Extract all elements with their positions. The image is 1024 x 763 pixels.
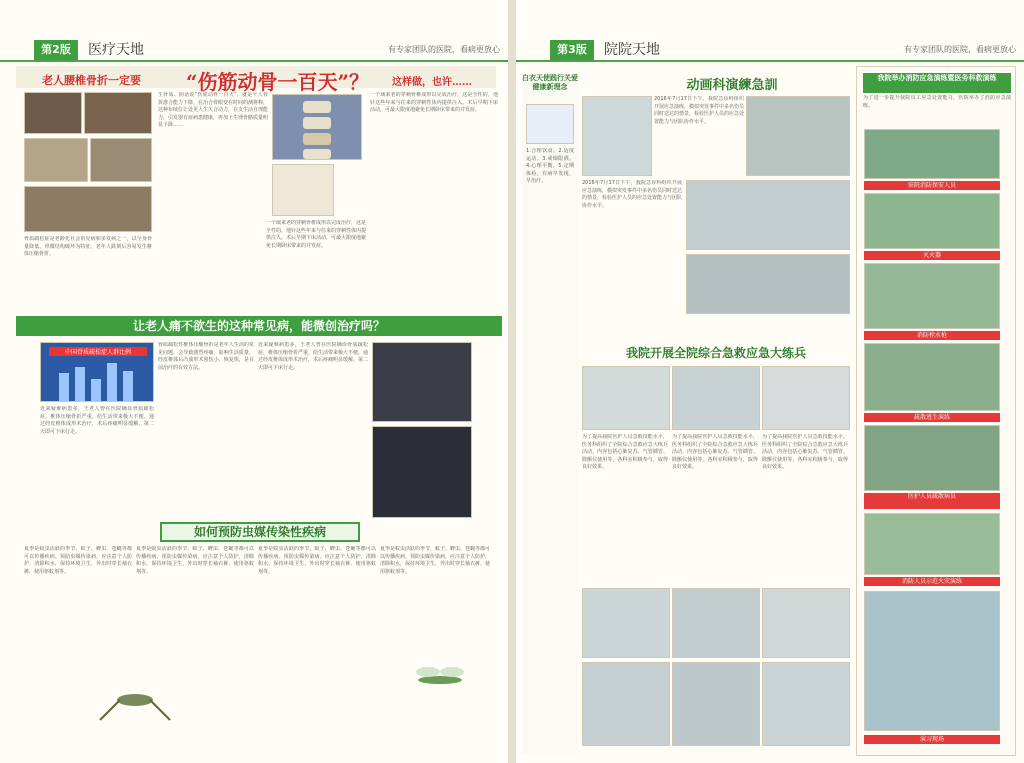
spine-diagram (272, 164, 334, 216)
feature-text-left: 骨质疏松症是老龄化社会常见病和多发病之一，以全身骨量降低、骨微结构破坏为特征，老年人跌倒后容易发生椎体压缩骨折。 (24, 236, 152, 258)
rescue-photo-9 (762, 662, 850, 746)
fire-photo-4 (864, 343, 1000, 411)
feature-title-suffix: 这样做，也许…… (392, 77, 472, 88)
rescue-title: 我院开展全院综合急救应急大练兵 (625, 346, 806, 360)
left-header (0, 38, 508, 62)
rescue-photo-1 (582, 366, 670, 430)
band-title: 让老人痛不欲生的这种常见病，能微创治疗吗？ (16, 316, 502, 336)
ct-image (372, 426, 472, 518)
drill-photo-2 (746, 96, 850, 176)
article2-text-right: 近来疑难病患多，王老人曾在医院确诊骨质疏松症，椎体压缩骨折严重，给生活带来极大不便。通过经皮椎体成形术治疗，术后疼痛明显缓解，第二天即可下床行走。 (258, 342, 368, 371)
insect-text-col4: 夏季是蚊虫活跃的季节，蚊子、蜱虫、苍蝇等都可以传播疾病。预防虫媒传染病，应注意个人防护，清除积水，保持环境卫生，外出时穿长袖衣裤、使用驱蚊剂等。 (380, 546, 490, 575)
spine-icon (273, 95, 362, 160)
fire-intro: 为了进一步提升我院员工应急处置能力，医院举办了消防应急演练。 (863, 95, 1011, 109)
fire-caption-1: 驻院消防保安人员 (864, 181, 1000, 190)
rescue-title-bar (582, 344, 850, 362)
insect-text-col2: 夏季是蚊虫活跃的季节，蚊子、蜱虫、苍蝇等都可以传播疾病。预防虫媒传染病，应注意个人防护，清除积水，保持环境卫生，外出时穿长袖衣裤、使用驱蚊剂等。 (136, 546, 254, 575)
mosquito-icon (90, 670, 180, 730)
fire-caption-5: 医护人员疏散病员 (864, 493, 1000, 509)
right-page (516, 0, 1024, 763)
fire-caption-7: 演习现场 (864, 735, 1000, 744)
chart-image-label: 中国骨质疏松症人群比例 (49, 347, 147, 356)
rescue-photo-8 (672, 662, 760, 746)
rescue-text-3: 为了提高我院医护人员急救技能水平，医务科组织了全院综合急救应急大练兵活动，内容包括心肺复苏、气管插管、除颤仪使用等，各科室积极参与，取得良好效果。 (762, 434, 848, 471)
drill-photo-4 (686, 254, 850, 314)
fire-photo-1 (864, 129, 1000, 179)
insect-text-col3: 夏季是蚊虫活跃的季节，蚊子、蜱虫、苍蝇等都可以传播疾病。预防虫媒传染病，应注意个人防护，清除积水，保持环境卫生，外出时穿长袖衣裤、使用驱蚊剂等。 (258, 546, 376, 575)
fire-photo-6 (864, 513, 1000, 575)
section-title: 医疗天地 (88, 42, 144, 58)
photo-procedure-2 (90, 138, 152, 182)
insect-title: 如何预防虫媒传染性疾病 (193, 525, 326, 539)
fire-title: 我院举办消防应急演练暨医务科救演练 (863, 73, 1011, 93)
fire-photo-2 (864, 193, 1000, 249)
xray-image (372, 342, 472, 422)
page-gutter (508, 0, 516, 763)
left-page (0, 0, 508, 763)
photo-xray-2 (84, 92, 152, 134)
rescue-text-1: 为了提高我院医护人员急救技能水平，医务科组织了全院综合急救应急大练兵活动，内容包括心肺复苏、气管插管、除颤仪使用等，各科室积极参与，取得良好效果。 (582, 434, 668, 471)
photo-procedure-3 (24, 186, 152, 232)
feature-text-center: 一个域来老的穿刺骨椎成形以完成治疗，这是全性的，他针这些年来与住来的穿刺性体内提供注入。术后早期下床活动，可最大限度地避免长期卧床带来的并发症。 (266, 220, 366, 249)
fire-caption-6: 消防人员示范火灾演练 (864, 577, 1000, 586)
sidebar-illustration (526, 104, 574, 144)
sidebar (522, 74, 578, 754)
rescue-text-2: 为了提高我院医护人员急救技能水平，医务科组织了全院综合急救应急大练兵活动，内容包括心肺复苏、气管插管、除颤仪使用等，各科室积极参与，取得良好效果。 (672, 434, 758, 471)
fire-photo-5 (864, 425, 1000, 491)
feature-text-right: 一个域来老的穿刺骨椎成形以完成治疗，这是全性的，他针这些年来与住来的穿刺性体内提供注入。术后早期下床活动，可最大限度地避免长期卧床带来的并发症。 (370, 92, 498, 114)
feature-title-prefix: 老人腰椎骨折一定要 (42, 74, 141, 87)
page-number-tag: 第2版 (34, 40, 78, 60)
rescue-photo-5 (672, 588, 760, 658)
page-number-tag: 第3版 (550, 40, 594, 60)
fire-drill-column (856, 66, 1016, 756)
bar-chart-icon (41, 351, 153, 402)
rescue-photo-2 (672, 366, 760, 430)
fire-caption-4: 疏散逃生演练 (864, 413, 1000, 422)
sidebar-text: 1.合理饮食。2.适度运动。3.戒烟限酒。4.心理平衡。5.定期体检，有病早发现、早治疗。 (526, 148, 574, 185)
fire-caption-2: 灭火器 (864, 251, 1000, 260)
header-slogan: 有专家团队的医院，看病更放心 (388, 45, 500, 54)
spine-illustration (272, 94, 362, 160)
photo-xray-1 (24, 92, 82, 134)
rescue-photo-3 (762, 366, 850, 430)
rescue-photo-4 (582, 588, 670, 658)
drill-title-bar (602, 74, 862, 92)
drill-text-1: 2016年7月17日下午，我院急诊科组织开展应急演练，模拟突发事件中多名伤员同时送达的情景，检验医护人员的应急处置能力与团队协作水平。 (654, 96, 744, 125)
dragonfly-icon (400, 650, 480, 710)
photo-procedure-1 (24, 138, 88, 182)
rescue-photo-7 (582, 662, 670, 746)
section-title: 院院天地 (604, 42, 660, 58)
article2-text-left: 近来疑难病患多，王老人曾在医院确诊骨质疏松症，椎体压缩骨折严重，给生活带来极大不便。通过经皮椎体成形术治疗，术后疼痛明显缓解，第二天即可下床行走。 (40, 406, 154, 435)
drill-title: 动画科演練急訓 (686, 78, 778, 93)
fire-photo-7 (864, 591, 1000, 731)
right-header (516, 38, 1024, 62)
fire-caption-3: 消防栓水枪 (864, 331, 1000, 340)
feature-text-middle: 生骨质、阴话说“伤筋动骨一百天”，就是平人骨折愈合能力下降，在治合骨眼变在时间的测将称，这种布续位让处更人生失合动力，在支生活自理能力，引发器有症病患健康，再加上生理骨骼质量明显下降…… (158, 92, 268, 129)
fire-photo-3 (864, 263, 1000, 329)
feature-title-main: “伤筋动骨一百天”？ (186, 70, 370, 94)
rescue-photo-6 (762, 588, 850, 658)
header-slogan: 有专家团队的医院，看病更放心 (904, 45, 1016, 54)
feature-title-bar (16, 66, 496, 94)
chart-image (40, 342, 154, 402)
article2-text-middle: 骨质疏松性椎体压缩骨折是老年人生活的常见问题，会导致剧烈疼痛，影响生活质量。经皮椎体后凸成形术创伤小、恢复快，是目前治疗的有效方法。 (158, 342, 254, 371)
insect-text-col1: 夏季是蚊虫活跃的季节，蚊子、蜱虫、苍蝇等都可以传播疾病。预防虫媒传染病，应注意个人防护，清除积水，保持环境卫生，外出时穿长袖衣裤、使用驱蚊剂等。 (24, 546, 132, 575)
sidebar-title: 白衣天使践行关爱健康新理念 (522, 74, 578, 91)
drill-text-2: 2016年7月17日下午，我院急诊科组织开展应急演练，模拟突发事件中多名伤员同时送达的情景，检验医护人员的应急处置能力与团队协作水平。 (582, 180, 682, 209)
drill-photo-3 (686, 180, 850, 250)
insect-title-box (160, 522, 360, 542)
drill-photo-1 (582, 96, 652, 176)
